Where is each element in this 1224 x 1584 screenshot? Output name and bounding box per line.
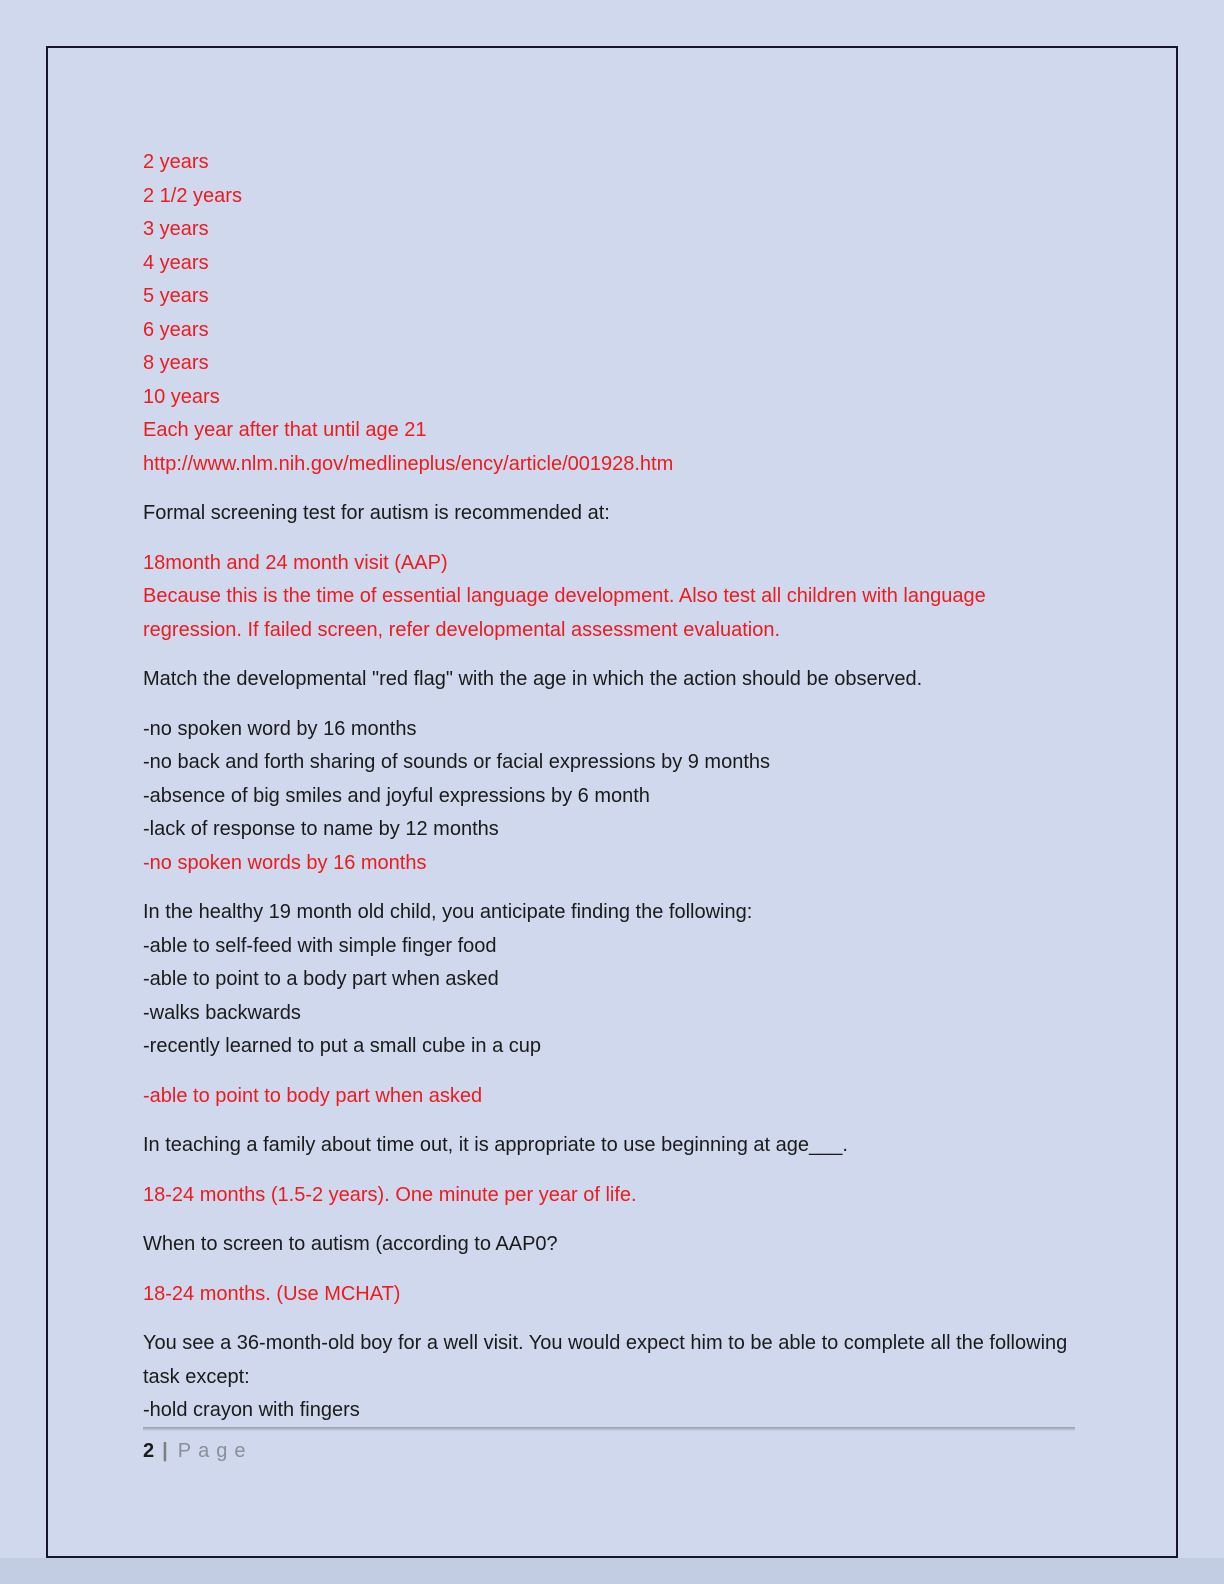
answer-age-list <box>143 146 1075 481</box>
list-item: 6 years <box>143 318 209 341</box>
question-text: You see a 36-month-old boy for a well visit. You would expect him to be able to complete all the following task except: <box>143 1332 1068 1388</box>
list-item: 4 years <box>143 251 209 274</box>
list-item: -lack of response to name by 12 months <box>143 818 499 840</box>
list-item: -no back and forth sharing of sounds or facial expressions by 9 months <box>143 751 771 773</box>
question-19-month <box>143 896 1075 1064</box>
footer-label: Page <box>177 1440 253 1462</box>
question-intro: In the healthy 19 month old child, you anticipate finding the following: <box>143 901 753 923</box>
list-item: -absence of big smiles and joyful expressions by 6 month <box>143 784 650 807</box>
list-item: 3 years <box>143 218 209 240</box>
answer-autism-screen <box>143 547 1075 648</box>
list-item: -recently learned to put a small cube in a cup <box>143 1035 541 1057</box>
footer-separator: | <box>162 1440 168 1462</box>
question-autism-screen: Formal screening test for autism is recommended at: <box>143 502 610 524</box>
answer-line: Because this is the time of essential language development. Also test all children with language regression. If failed screen, refer developmental assessment evaluation. <box>143 585 986 641</box>
list-item: -hold crayon with fingers <box>143 1399 360 1421</box>
list-item: -able to point to a body part when asked <box>143 968 499 990</box>
list-item: -no spoken word by 16 months <box>143 717 417 740</box>
answer-19-month: -able to point to body part when asked <box>143 1084 483 1107</box>
list-item: 8 years <box>143 352 209 374</box>
document-content <box>143 146 1075 1444</box>
question-when-screen: When to screen to autism (according to AAP0? <box>143 1233 558 1255</box>
answer-line: -no spoken words by 16 months <box>143 851 427 874</box>
list-item: -walks backwards <box>143 1001 301 1024</box>
list-item: -able to self-feed with simple finger food <box>143 934 497 957</box>
answer-line: 18month and 24 month visit (AAP) <box>143 551 448 574</box>
list-item: 10 years <box>143 385 220 408</box>
list-item: 2 years <box>143 151 209 173</box>
question-match-red-flag: Match the developmental "red flag" with the age in which the action should be observed. <box>143 668 923 690</box>
footer-divider <box>143 1427 1075 1431</box>
red-flag-list <box>143 713 1075 881</box>
list-item: Each year after that until age 21 <box>143 419 427 441</box>
list-item: 2 1/2 years <box>143 184 242 207</box>
list-item: 5 years <box>143 285 209 307</box>
answer-when-screen: 18-24 months. (Use MCHAT) <box>143 1282 401 1305</box>
question-timeout: In teaching a family about time out, it is appropriate to use beginning at age___. <box>143 1134 848 1156</box>
page-footer <box>143 1440 252 1463</box>
answer-timeout: 18-24 months (1.5-2 years). One minute per year of life. <box>143 1183 637 1206</box>
question-36-month <box>143 1327 1075 1428</box>
page-number: 2 <box>143 1440 155 1462</box>
page-bottom-margin <box>0 1558 1224 1584</box>
url-text: http://www.nlm.nih.gov/medlineplus/ency/article/001928.htm <box>143 452 674 475</box>
